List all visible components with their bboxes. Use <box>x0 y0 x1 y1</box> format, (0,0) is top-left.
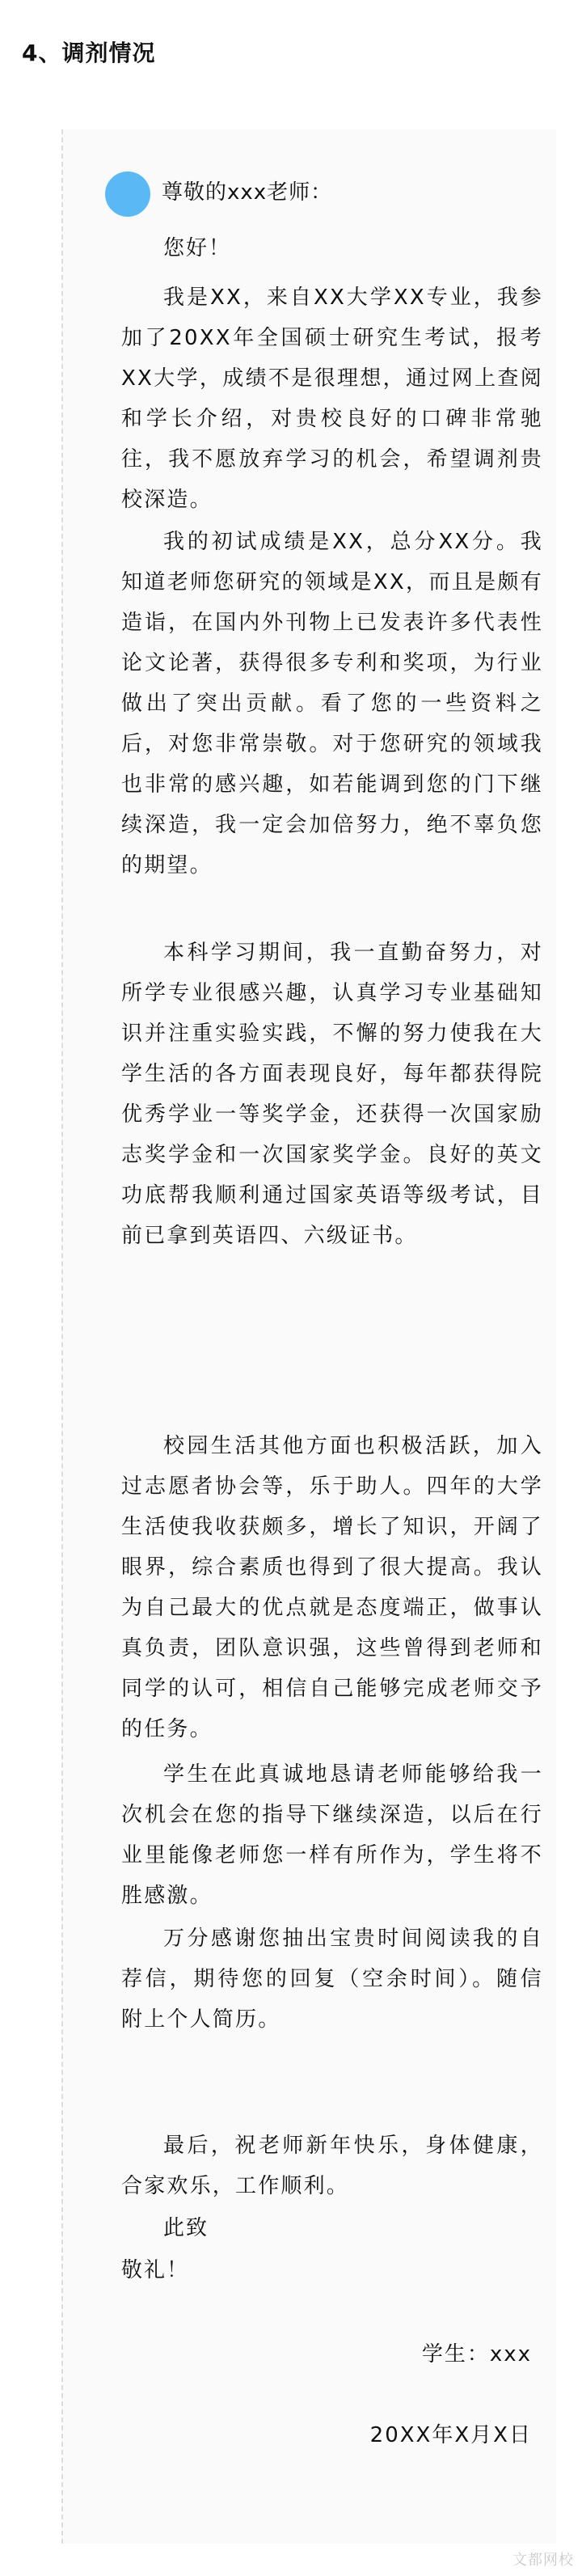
salutation: 尊敬的xxx老师： <box>162 180 333 205</box>
letter-date: 20XX年X月X日 <box>369 2423 532 2447</box>
closing-jingli: 敬礼！ <box>121 2258 190 2282</box>
paragraph-request: 学生在此真诚地恳请老师能够给我一次机会在您的指导下继续深造，以后在行业里能像老师您一样有所作为，学生将不胜感激。 <box>121 1762 543 1908</box>
paragraph-scores: 我的初试成绩是XX，总分XX分。我知道老师您研究的领域是XX，而且是颇有造诣，在国内外刊物上已发表许多代表性论文论著，获得很多专利和奖项，为行业做出了突出贡献。看了您的一些资料之后，对您非常崇敬。对于您研究的领域我也非常的感兴趣，如若能调到您的门下继续深造，我一定会加倍努力，绝不辜负您的期望。 <box>121 530 543 878</box>
closing-cizhi: 此致 <box>163 2216 209 2240</box>
signature: 学生：xxx <box>421 2342 532 2367</box>
paragraph-thanks: 万分感谢您抽出宝贵时间阅读我的自荐信，期待您的回复（空余时间）。随信附上个人简历。 <box>121 1927 543 2032</box>
avatar <box>105 171 150 217</box>
paragraph-intro: 我是XX，来自XX大学XX专业，我参加了20XX年全国硕士研究生考试，报考XX大学，成绩不是很理想，通过网上查阅和学长介绍，对贵校良好的口碑非常驰往，我不愿放弃学习的机会，希望调剂贵校深造。 <box>121 286 543 512</box>
watermark: 文都网校 <box>512 2552 574 2569</box>
hello-line: 您好！ <box>163 236 232 260</box>
paragraph-campus-life: 校园生活其他方面也积极活跃，加入过志愿者协会等，乐于助人。四年的大学生活使我收获颇多，增长了知识，开阔了眼界，综合素质也得到了很大提高。我认为自己最大的优点就是态度端正，做事认真负责，团队意识强，这些曾得到老师和同学的认可，相信自己能够完成老师交予的任务。 <box>121 1434 543 1741</box>
paragraph-wishes: 最后，祝老师新年快乐，身体健康，合家欢乐，工作顺利。 <box>121 2134 543 2198</box>
section-title: 4、调剂情况 <box>22 40 156 66</box>
paragraph-undergrad: 本科学习期间，我一直勤奋努力，对所学专业很感兴趣，认真学习专业基础知识并注重实验实践，不懈的努力使我在大学生活的各方面表现良好，每年都获得院优秀学业一等奖学金，还获得一次国家励志奖学金和一次国家奖学金。良好的英文功底帮我顺利通过国家英语等级考试，目前已拿到英语四、六级证书。 <box>121 941 543 1248</box>
